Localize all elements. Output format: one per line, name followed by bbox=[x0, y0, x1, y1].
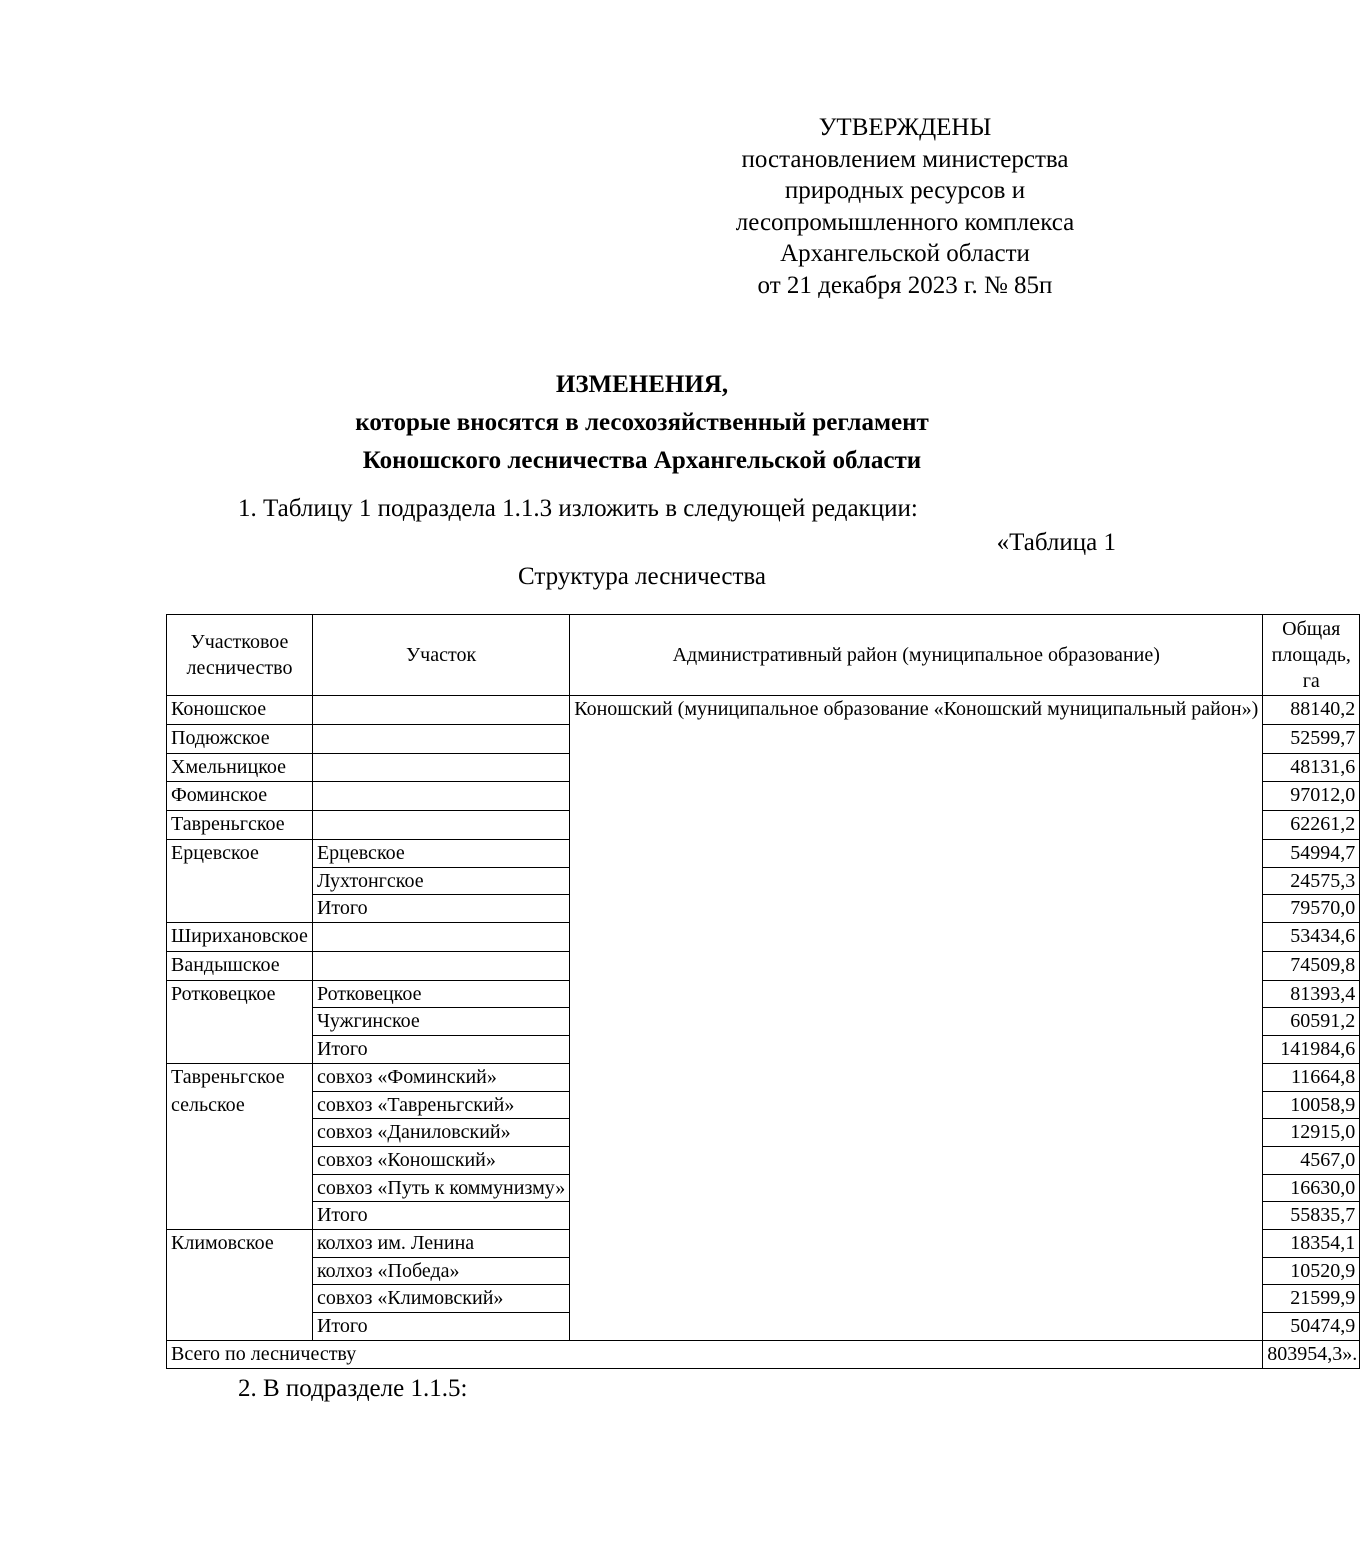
approval-block bbox=[700, 112, 1110, 301]
cell-forestry: Фоминское bbox=[167, 782, 313, 811]
header-plot: Участок bbox=[312, 615, 569, 696]
cell-area: 62261,2 bbox=[1263, 811, 1360, 840]
cell-plot bbox=[312, 753, 569, 782]
table-total-row bbox=[167, 1340, 1360, 1368]
cell-plot: совхоз «Путь к коммунизму» bbox=[312, 1174, 569, 1202]
cell-area: 97012,0 bbox=[1263, 782, 1360, 811]
cell-plot bbox=[312, 923, 569, 952]
cell-plot bbox=[312, 696, 569, 725]
approval-line: от 21 декабря 2023 г. № 85п bbox=[757, 271, 1053, 299]
paragraph-1: 1. Таблицу 1 подраздела 1.1.3 изложить в следующей редакции: bbox=[238, 495, 918, 522]
cell-plot: Итого bbox=[312, 1313, 569, 1341]
cell-area: 141984,6 bbox=[1263, 1036, 1360, 1064]
cell-area: 74509,8 bbox=[1263, 951, 1360, 980]
cell-area: 10058,9 bbox=[1263, 1091, 1360, 1119]
cell-plot: колхоз «Победа» bbox=[312, 1257, 569, 1285]
paragraph-2: 2. В подразделе 1.1.5: bbox=[238, 1375, 468, 1402]
cell-forestry: Климовское bbox=[167, 1230, 313, 1341]
cell-plot: Итого bbox=[312, 1036, 569, 1064]
cell-plot: Итого bbox=[312, 1202, 569, 1230]
header-forestry: Участковое лесничество bbox=[167, 615, 313, 696]
cell-plot: Ерцевское bbox=[312, 839, 569, 867]
cell-area: 52599,7 bbox=[1263, 724, 1360, 753]
cell-forestry-line: сельское bbox=[171, 1093, 245, 1116]
cell-plot bbox=[312, 951, 569, 980]
cell-area: 60591,2 bbox=[1263, 1008, 1360, 1036]
approval-line: УТВЕРЖДЕНЫ bbox=[818, 114, 992, 141]
cell-plot: колхоз им. Ленина bbox=[312, 1230, 569, 1258]
cell-total-label: Всего по лесничеству bbox=[167, 1340, 1263, 1368]
cell-plot: Лухтонгское bbox=[312, 867, 569, 895]
cell-area: 88140,2 bbox=[1263, 696, 1360, 725]
cell-area: 4567,0 bbox=[1263, 1146, 1360, 1174]
cell-plot: совхоз «Климовский» bbox=[312, 1285, 569, 1313]
cell-forestry: Подюжское bbox=[167, 724, 313, 753]
table-header-row bbox=[167, 615, 1360, 696]
heading-line: ИЗМЕНЕНИЯ, bbox=[555, 371, 729, 398]
cell-forestry: Вандышское bbox=[167, 951, 313, 980]
cell-plot: совхоз «Даниловский» bbox=[312, 1119, 569, 1147]
heading-line: Коношского лесничества Архангельской области bbox=[362, 447, 922, 474]
cell-area: 10520,9 bbox=[1263, 1257, 1360, 1285]
cell-plot: совхоз «Тавреньгский» bbox=[312, 1091, 569, 1119]
cell-district: Коношский (муниципальное образование «Коношский муниципальный район») bbox=[570, 696, 1263, 1341]
cell-area: 24575,3 bbox=[1263, 867, 1360, 895]
cell-plot: Итого bbox=[312, 895, 569, 923]
cell-forestry-line: Тавреньгское bbox=[171, 1065, 285, 1088]
cell-forestry: Шириханoвское bbox=[167, 923, 313, 952]
cell-area: 79570,0 bbox=[1263, 895, 1360, 923]
forestry-structure-table bbox=[166, 614, 1360, 1369]
cell-area: 50474,9 bbox=[1263, 1313, 1360, 1341]
cell-forestry: Хмельницкое bbox=[167, 753, 313, 782]
approval-line: Архангельской области bbox=[780, 240, 1030, 267]
cell-total-area: 803954,3». bbox=[1263, 1340, 1360, 1368]
cell-area: 11664,8 bbox=[1263, 1063, 1360, 1091]
cell-plot: совхоз «Коношский» bbox=[312, 1146, 569, 1174]
cell-area: 12915,0 bbox=[1263, 1119, 1360, 1147]
heading-line: которые вносятся в лесохозяйственный регламент bbox=[355, 409, 929, 436]
cell-area: 55835,7 bbox=[1263, 1202, 1360, 1230]
cell-area: 48131,6 bbox=[1263, 753, 1360, 782]
cell-area: 81393,4 bbox=[1263, 980, 1360, 1008]
cell-plot bbox=[312, 724, 569, 753]
table-label: «Таблица 1 bbox=[996, 529, 1116, 556]
cell-plot: Ротковецкое bbox=[312, 980, 569, 1008]
document-heading bbox=[160, 366, 1124, 480]
approval-line: лесопромышленного комплекса bbox=[735, 208, 1075, 236]
cell-area: 53434,6 bbox=[1263, 923, 1360, 952]
table-caption: Структура лесничества bbox=[518, 563, 766, 590]
header-area: Общая площадь, га bbox=[1263, 615, 1360, 696]
cell-area: 21599,9 bbox=[1263, 1285, 1360, 1313]
approval-line: природных ресурсов и bbox=[784, 177, 1026, 204]
cell-plot: Чужгинское bbox=[312, 1008, 569, 1036]
cell-plot bbox=[312, 782, 569, 811]
cell-area: 16630,0 bbox=[1263, 1174, 1360, 1202]
header-district: Административный район (муниципальное образование) bbox=[570, 615, 1263, 696]
table-row bbox=[167, 696, 1360, 725]
approval-line: постановлением министерства bbox=[741, 145, 1069, 173]
cell-area: 54994,7 bbox=[1263, 839, 1360, 867]
cell-forestry: Ротковецкое bbox=[167, 980, 313, 1063]
cell-forestry: Коношское bbox=[167, 696, 313, 725]
cell-forestry: Тавреньгское bbox=[167, 811, 313, 840]
cell-forestry bbox=[167, 1063, 313, 1229]
cell-forestry: Ерцевское bbox=[167, 839, 313, 922]
cell-plot: совхоз «Фоминский» bbox=[312, 1063, 569, 1091]
cell-plot bbox=[312, 811, 569, 840]
cell-area: 18354,1 bbox=[1263, 1230, 1360, 1258]
